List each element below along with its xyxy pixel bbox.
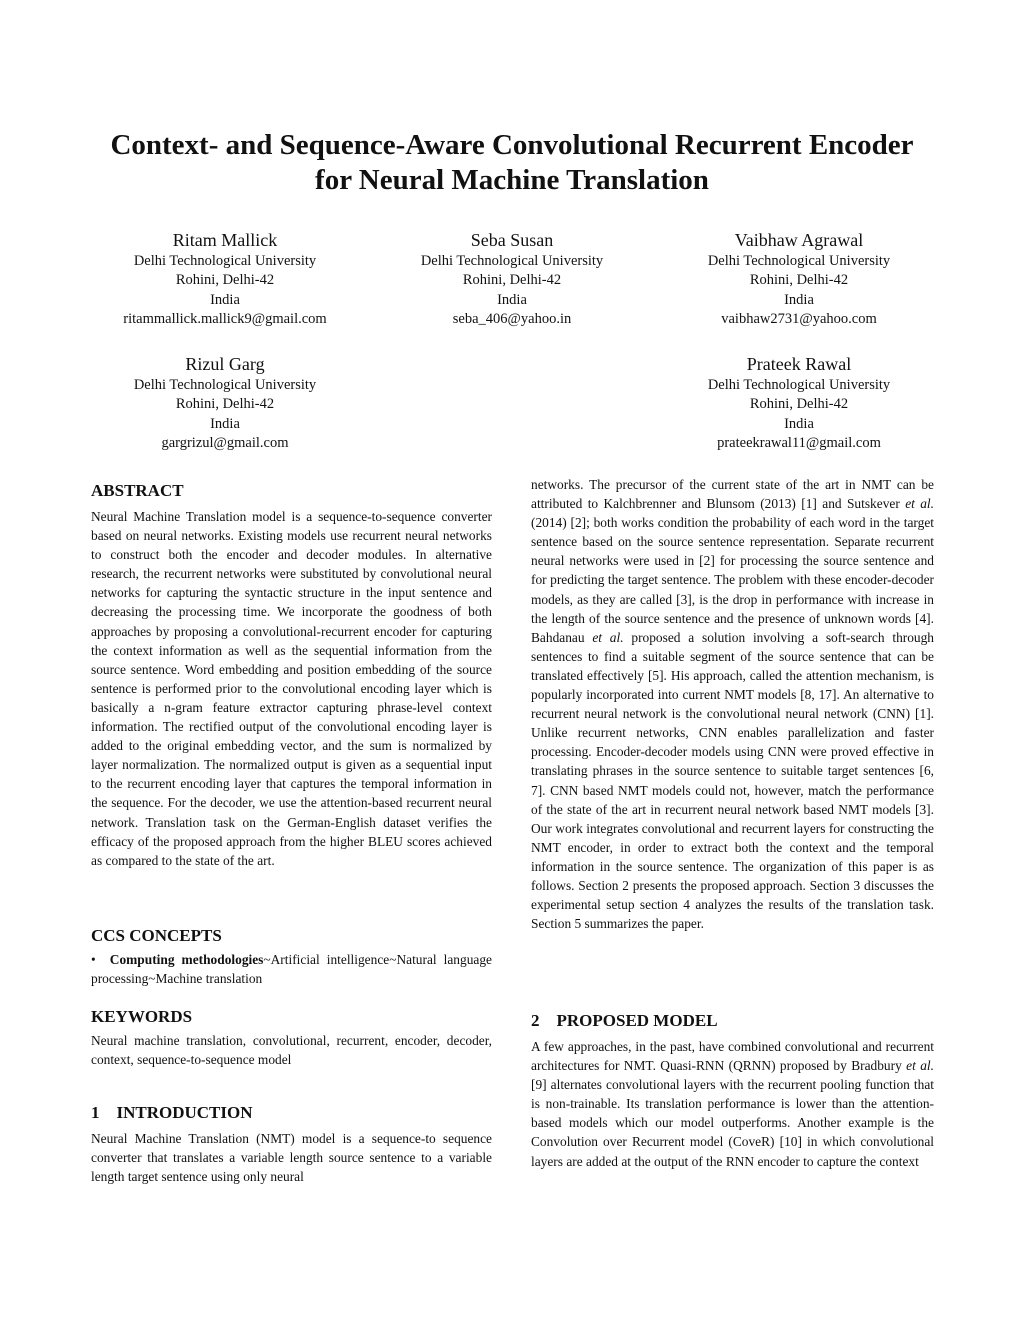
intro-heading: 1 INTRODUCTION bbox=[91, 1103, 253, 1122]
author-block: Rizul Garg Delhi Technological University Rohini, Delhi-42 India gargrizul@gmail.com bbox=[133, 354, 317, 451]
intro-text: Neural Machine Translation (NMT) model is a sequence-to sequence converter that translates a variable length source sentence to a variable length target sentence using only neural bbox=[91, 1131, 492, 1185]
ccs-heading: CCS CONCEPTS bbox=[91, 926, 222, 945]
author-block: Ritam Mallick Delhi Technological University Rohini, Delhi-42 India ritammallick.mallick9@gmail.com bbox=[123, 230, 327, 327]
abstract-heading: ABSTRACT bbox=[91, 481, 184, 500]
author-block: Vaibhaw Agrawal Delhi Technological University Rohini, Delhi-42 India vaibhaw2731@yahoo.com bbox=[707, 230, 891, 327]
proposed-text: A few approaches, in the past, have combined convolutional and recurrent architectures for NMT. Quasi-RNN (QRNN) proposed by Bradbury et al. [9] alternates convolutional layers with the recurrent pooling function that is non-trainable. Its translation performance is lower than the attention-based models which our model outperforms. Another example is the Convolution over Recurrent model (CoveR) [10] in which convolutional layers are added at the output of the RNN encoder to capture the context bbox=[531, 1039, 934, 1169]
keywords-heading: KEYWORDS bbox=[91, 1007, 193, 1026]
author-block: Seba Susan Delhi Technological University Rohini, Delhi-42 India seba_406@yahoo.in bbox=[420, 230, 604, 327]
intro-continued: networks. The precursor of the current state of the art in NMT can be attributed to Kalchbrenner and Blunsom (2013) [1] and Sutskever et al. (2014) [2]; both works condition the probability of each word in the target sentence based on the source sentence representation. Separate recurrent neural networks were used in [2] for processing the source sentence and for predicting the target sentence. The problem with these encoder-decoder models, as they are called [3], is the drop in performance with increase in the length of the source sentence and the presence of unknown words [4]. Bahdanau et al. proposed a solution involving a soft-search through sentences to find a suitable segment of the source sentence that can be translated effectively [5]. His approach, called the attention mechanism, is popularly incorporated into current NMT models [8, 17]. An alternative to recurrent neural network is the convolutional neural network (CNN) [1]. Unlike recurrent networks, CNN enables parallelization and faster processing. Encoder-decoder models using CNN were proved effective in translating phrases in the source sentence to suitable target sentences [6, 7]. CNN based NMT models could not, however, match the performance of the state of the art in recurrent neural network based NMT models [3]. Our work integrates convolutional and recurrent layers for constructing the NMT encoder, in order to extract both the context and the temporal information in the source sentence. The organization of this paper is as follows. Section 2 presents the proposed approach. Section 3 discusses the experimental setup section 4 analyzes the results of the translation task. Section 5 summarizes the paper. bbox=[531, 477, 935, 932]
abstract-text: Neural Machine Translation model is a sequence-to-sequence converter based on neural networks. Existing models use recurrent neural networks to construct both the encoder and decoder modules. In alternative research, the recurrent networks were substituted by convolutional neural networks for capturing the syntactic structure in the input sentence and decreasing the processing time. We incorporate the goodness of both approaches by proposing a convolutional-recurrent encoder for capturing the context information as well as the sequential information from the source sentence. Word embedding and position embedding of the source sentence is performed prior to the convolutional encoding layer which is basically a n-gram feature extractor capturing phrase-level context information. The rectified output of the convolutional encoding layer is added to the original embedding vector, and the sum is normalized by layer normalization. The normalized output is given as a sequential input to the recurrent encoding layer that captures the temporal information in the sequence. For the decoder, we use the attention-based recurrent neural network. Translation task on the German-English dataset verifies the efficacy of the proposed approach from the higher BLEU scores achieved as compared to the state of the art. bbox=[91, 509, 492, 868]
author-block: Prateek Rawal Delhi Technological University Rohini, Delhi-42 India prateekrawal11@gmail.com bbox=[707, 354, 891, 451]
ccs-text: • Computing methodologies~Artificial intelligence~Natural language processing~Machine translation bbox=[91, 952, 492, 987]
proposed-heading: 2 PROPOSED MODEL bbox=[531, 1011, 718, 1030]
paper-title: Context- and Sequence-Aware Convolutional Recurrent Encoder for Neural Machine Translation bbox=[110, 129, 914, 196]
keywords-text: Neural machine translation, convolutional, recurrent, encoder, decoder, context, sequence-to-sequence model bbox=[91, 1033, 492, 1068]
